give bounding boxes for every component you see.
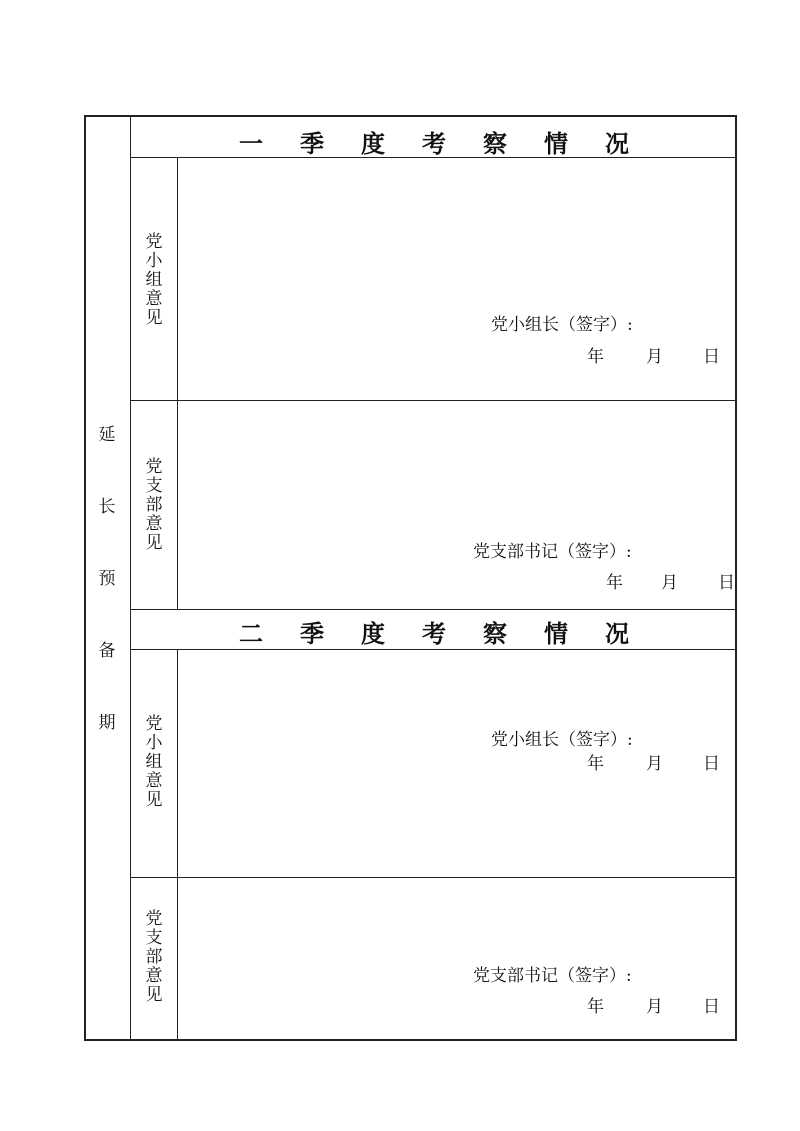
q2-group-opinion-label: 党 小 组 意 见: [145, 714, 163, 810]
month-label: 月: [646, 754, 663, 774]
side-label-char: 备: [98, 641, 116, 661]
q2-group-date: [587, 749, 720, 774]
q2-heading-char: 二: [239, 619, 263, 648]
month-label: 月: [646, 997, 663, 1017]
q2-heading-char: 况: [605, 619, 629, 648]
q1-heading-char: 考: [422, 129, 446, 158]
year-label: 年: [587, 997, 604, 1017]
column-divider-q1: [177, 158, 178, 609]
q2-section-divider: [130, 877, 737, 878]
q1-heading-char: 一: [239, 129, 263, 158]
q2-heading-char: 情: [544, 619, 568, 648]
month-label: 月: [661, 573, 678, 593]
q2-branch-signature-label: 党支部书记（签字）:: [473, 966, 632, 986]
day-label: 日: [718, 573, 735, 593]
side-label-char: 预: [98, 569, 116, 589]
q1-group-date: [587, 342, 720, 367]
q2-heading-char: 考: [422, 619, 446, 648]
year-label: 年: [606, 573, 623, 593]
year-label: 年: [587, 754, 604, 774]
side-label-char: 延: [98, 425, 116, 445]
q2-heading-char: 度: [361, 619, 385, 648]
day-label: 日: [703, 347, 720, 367]
q1-branch-signature-label: 党支部书记（签字）:: [473, 542, 632, 562]
q1-heading-char: 度: [361, 129, 385, 158]
q1-heading: [131, 124, 737, 159]
q1-heading-char: 察: [483, 129, 507, 158]
q2-group-signature-label: 党小组长（签字）:: [491, 730, 633, 750]
q2-heading-top-divider: [130, 609, 737, 610]
q1-branch-date: [606, 568, 735, 593]
column-divider-q2: [177, 649, 178, 1041]
extended-probation-label: [84, 420, 130, 780]
year-label: 年: [587, 347, 604, 367]
q2-heading-char: 季: [300, 619, 324, 648]
day-label: 日: [703, 997, 720, 1017]
q1-heading-char: 季: [300, 129, 324, 158]
q2-heading: [131, 614, 737, 649]
day-label: 日: [703, 754, 720, 774]
q1-heading-char: 况: [605, 129, 629, 158]
q1-heading-char: 情: [544, 129, 568, 158]
q1-section-divider: [130, 400, 737, 401]
q1-group-signature-label: 党小组长（签字）:: [491, 315, 633, 335]
q2-heading-char: 察: [483, 619, 507, 648]
q2-branch-opinion-label: 党 支 部 意 见: [145, 909, 163, 1005]
q2-heading-divider: [130, 649, 737, 650]
month-label: 月: [646, 347, 663, 367]
q2-branch-date: [587, 992, 720, 1017]
q1-group-opinion-label: 党 小 组 意 见: [145, 232, 163, 328]
side-label-char: 期: [98, 713, 116, 733]
side-label-char: 长: [98, 497, 116, 517]
q1-branch-opinion-label: 党 支 部 意 见: [145, 457, 163, 553]
